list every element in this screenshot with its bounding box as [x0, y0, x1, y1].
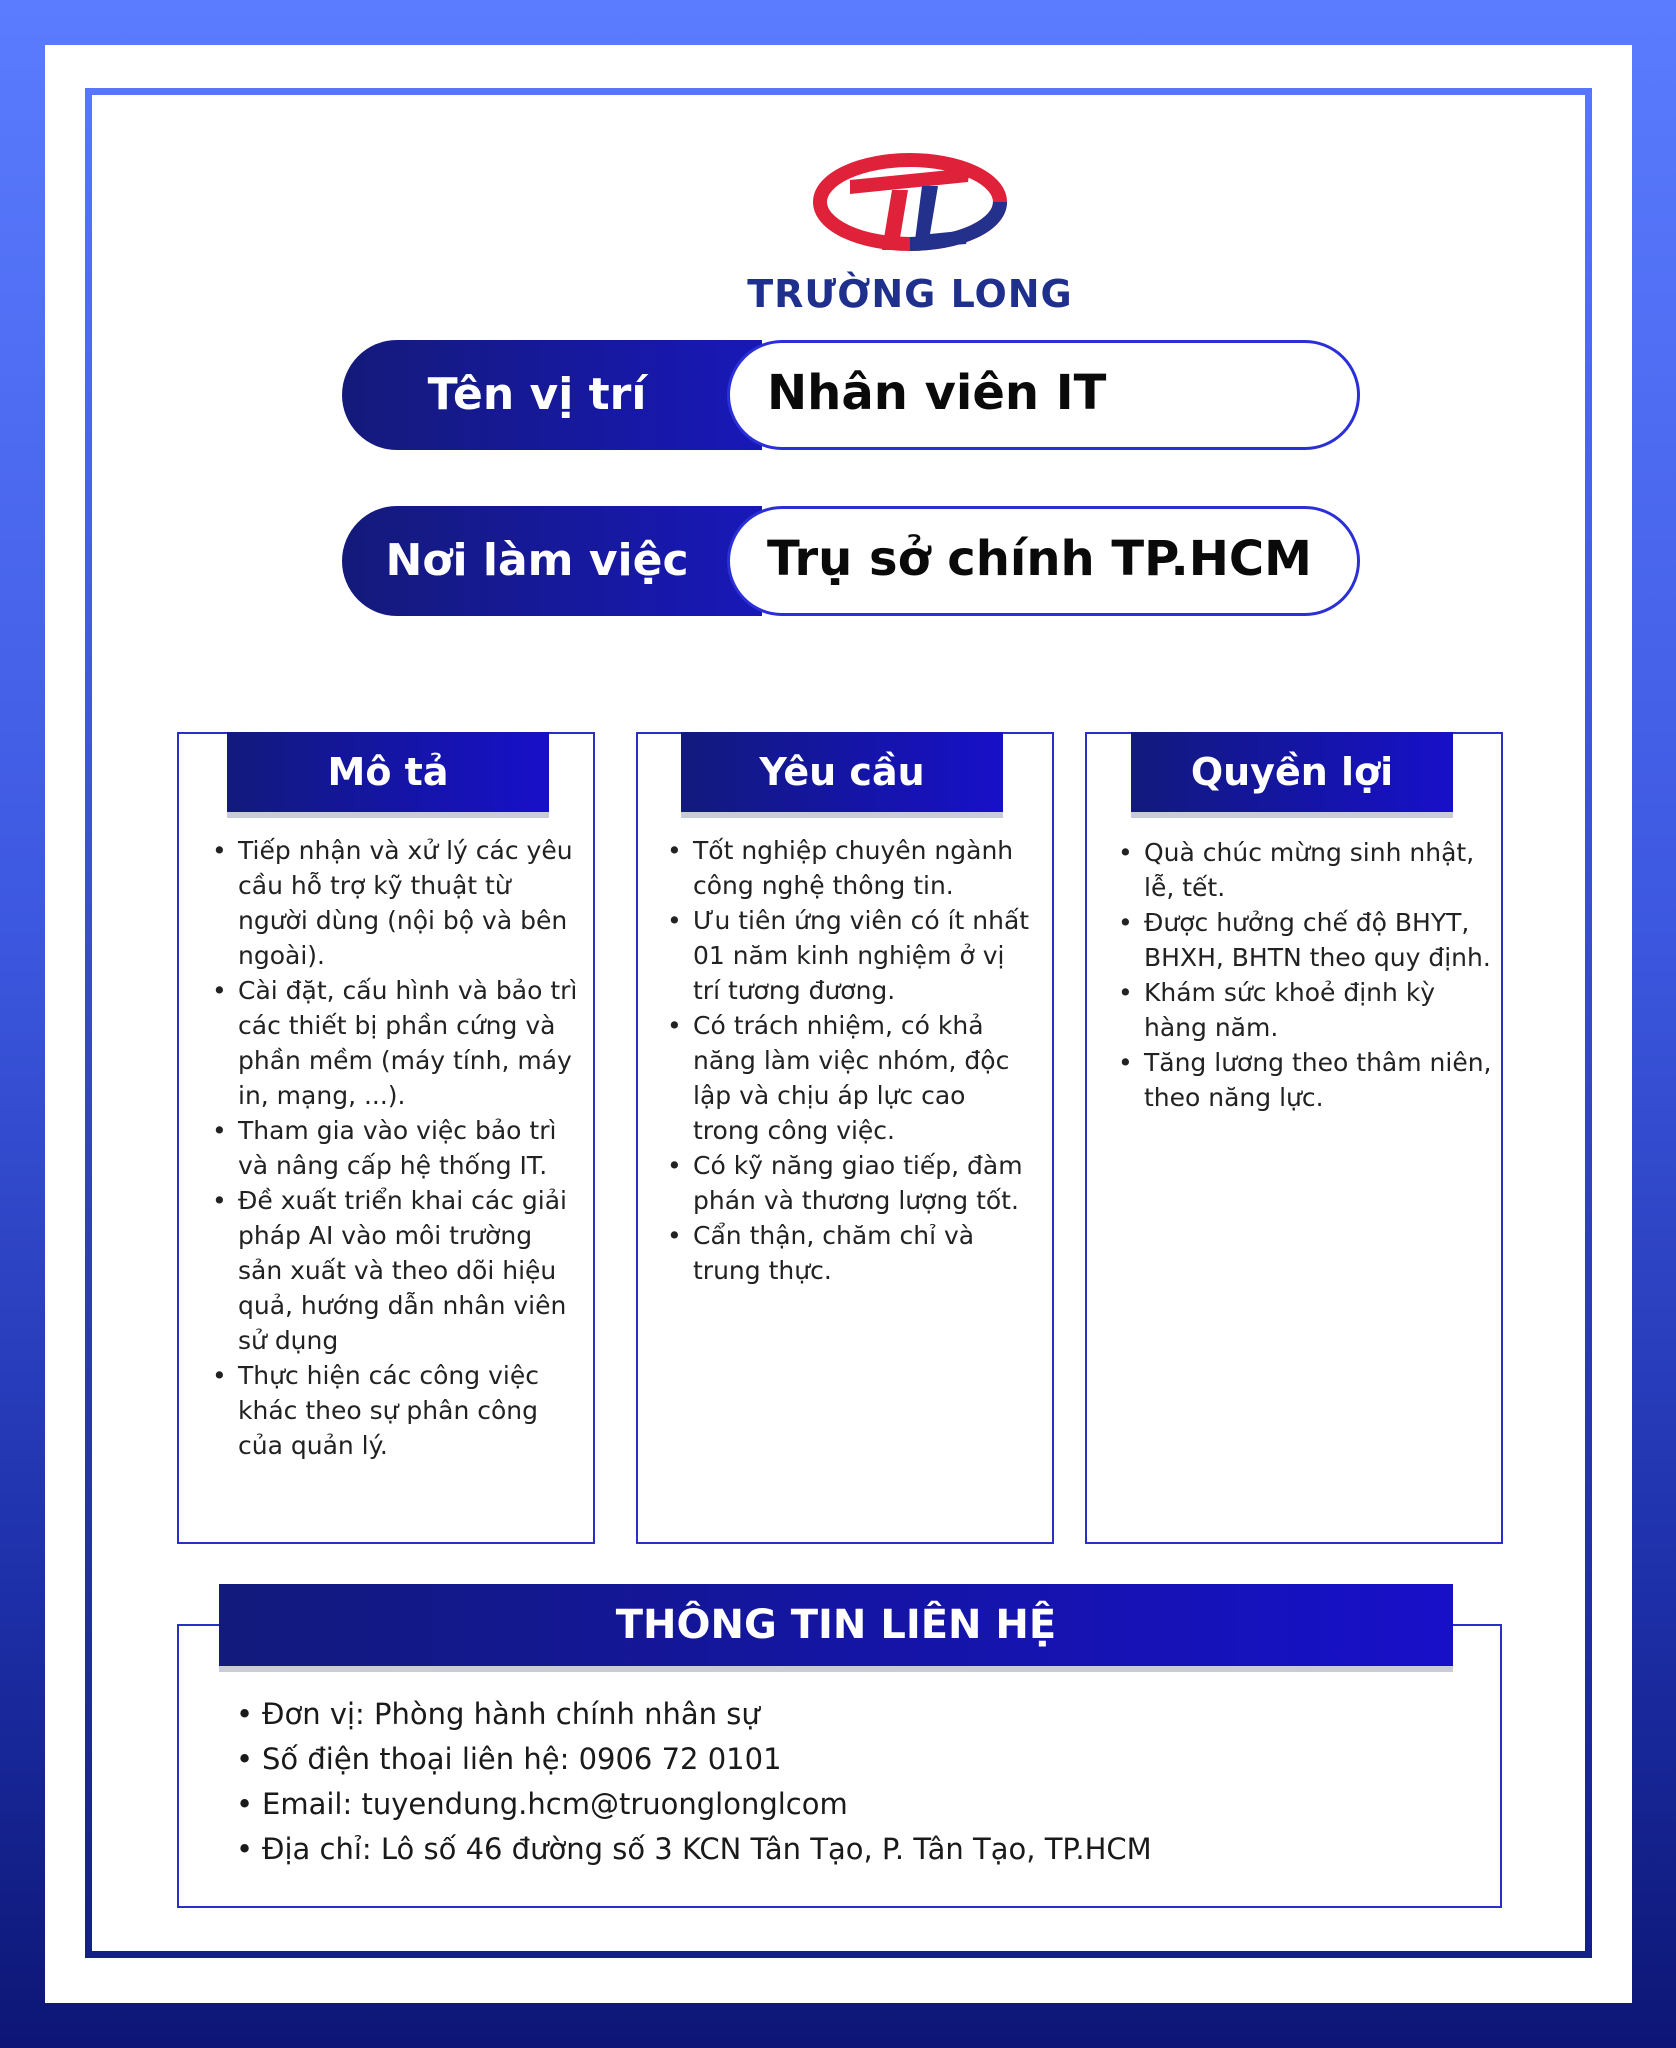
contact-phone: • Số điện thoại liên hệ: 0906 72 0101 [236, 1737, 1152, 1782]
workplace-value: Trụ sở chính TP.HCM [767, 531, 1312, 587]
requirements-item: • Cẩn thận, chăm chỉ và trung thực. [667, 1218, 1037, 1288]
requirements-item: • Có kỹ năng giao tiếp, đàm phán và thương lượng tốt. [667, 1148, 1037, 1218]
description-list [212, 833, 582, 1463]
contact-list [236, 1692, 1152, 1872]
requirements-title: Yêu cầu [681, 732, 1003, 812]
workplace-pill [342, 506, 1360, 616]
position-label: Tên vị trí [427, 369, 647, 420]
description-item: • Thực hiện các công việc khác theo sự phân công của quản lý. [212, 1358, 582, 1463]
description-item: • Tham gia vào việc bảo trì và nâng cấp hệ thống IT. [212, 1113, 582, 1183]
requirements-item: • Có trách nhiệm, có khả năng làm việc nhóm, độc lập và chịu áp lực cao trong công việc. [667, 1008, 1037, 1148]
contact-department: • Đơn vị: Phòng hành chính nhân sự [236, 1692, 1152, 1737]
contact-title: THÔNG TIN LIÊN HỆ [219, 1584, 1453, 1666]
description-item: • Đề xuất triển khai các giải pháp AI vào môi trường sản xuất và theo dõi hiệu quả, hướng dẫn nhân viên sử dụng [212, 1183, 582, 1358]
position-pill [342, 340, 1360, 450]
workplace-label: Nơi làm việc [385, 535, 689, 586]
contact-email: • Email: tuyendung.hcm@truonglonglcom [236, 1782, 1152, 1827]
benefits-item: • Được hưởng chế độ BHYT, BHXH, BHTN theo quy định. [1118, 905, 1493, 975]
benefits-item: • Quà chúc mừng sinh nhật, lễ, tết. [1118, 835, 1493, 905]
benefits-list [1118, 835, 1493, 1115]
description-item: • Tiếp nhận và xử lý các yêu cầu hỗ trợ kỹ thuật từ người dùng (nội bộ và bên ngoài). [212, 833, 582, 973]
brand-name: TRƯỜNG LONG [747, 272, 1073, 316]
benefits-item: • Khám sức khoẻ định kỳ hàng năm. [1118, 975, 1493, 1045]
position-value: Nhân viên IT [767, 365, 1107, 421]
truong-long-logo [810, 150, 1010, 260]
contact-address: • Địa chỉ: Lô số 46 đường số 3 KCN Tân Tạo, P. Tân Tạo, TP.HCM [236, 1827, 1152, 1872]
requirements-item: • Ưu tiên ứng viên có ít nhất 01 năm kinh nghiệm ở vị trí tương đương. [667, 903, 1037, 1008]
benefits-item: • Tăng lương theo thâm niên, theo năng lực. [1118, 1045, 1493, 1115]
description-item: • Cài đặt, cấu hình và bảo trì các thiết bị phần cứng và phần mềm (máy tính, máy in, mạng, ...). [212, 973, 582, 1113]
requirements-item: • Tốt nghiệp chuyên ngành công nghệ thông tin. [667, 833, 1037, 903]
requirements-list [667, 833, 1037, 1288]
description-title: Mô tả [227, 732, 549, 812]
benefits-title: Quyền lợi [1131, 732, 1453, 812]
